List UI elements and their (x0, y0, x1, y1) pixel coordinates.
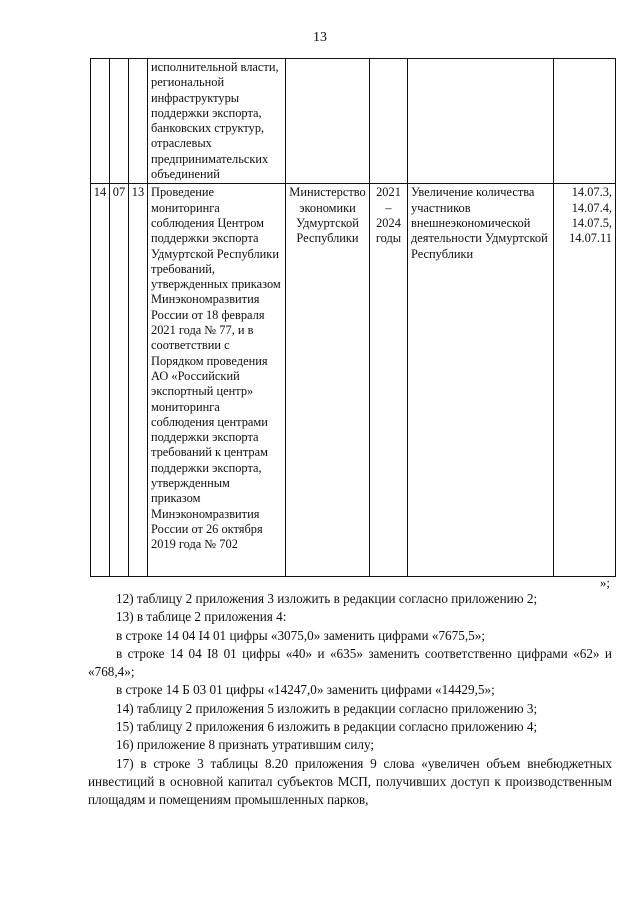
cell-gp-empty (91, 59, 110, 184)
cell-result: Увеличение количества участников внешнеэкономической деятельности Удмуртской Республики (408, 184, 554, 577)
code-item: 14.07.11 (569, 231, 612, 246)
paragraph: в строке 14 04 I8 01 цифры «40» и «635» заменить соответственно цифрами «62» и «768,4»; (88, 645, 612, 680)
cell-om-empty (129, 59, 148, 184)
paragraph: в строке 14 04 I4 01 цифры «3075,0» заменить цифрами «7675,5»; (116, 627, 485, 643)
page-number: 13 (313, 30, 327, 45)
code-item: 14.07.3, (571, 185, 612, 200)
paragraph: 12) таблицу 2 приложения 3 изложить в редакции согласно приложению 2; (116, 591, 538, 606)
code-item: 14.07.4, (571, 200, 612, 215)
period-end: 2024 годы (375, 215, 402, 246)
table-row-14-07-13 (91, 184, 616, 577)
cell-period (370, 184, 408, 577)
cell-executor-empty (286, 59, 370, 184)
cell-pp: 07 (110, 184, 129, 577)
program-activities-table (90, 58, 616, 577)
paragraph: 14) таблицу 2 приложения 5 изложить в редакции согласно приложению 3; (116, 700, 538, 716)
paragraph: 16) приложение 8 признать утратившим силу; (116, 737, 375, 753)
cell-om: 13 (129, 184, 148, 577)
paragraph: 15) таблицу 2 приложения 6 изложить в редакции согласно приложению 4; (116, 719, 538, 735)
cell-description: Проведение мониторинга соблюдения Центром поддержки экспорта Удмуртской Республики требований, утвержденных приказом Минэкономразвития России от 18 февраля 2021 года № 77, и в соответствии с Порядком проведения АО «Российский экспортный центр» мониторинга соблюдения центрами поддержки экспорта требований к центрам поддержки экспорта, утвержденным приказом Минэкономразвития России от 26 октября 2019 года № 702 (148, 184, 286, 577)
cell-period-empty (370, 59, 408, 184)
period-start: 2021 (376, 185, 401, 200)
closing-quote: »; (599, 575, 610, 590)
table-row-continuation (91, 59, 616, 184)
paragraph: 13) в таблице 2 приложения 4: (116, 609, 287, 625)
cell-pp-empty (110, 59, 129, 184)
code-item: 14.07.5, (571, 215, 612, 230)
cell-executor: Министерство экономики Удмуртской Республики (286, 184, 370, 577)
paragraph: 17) в строке 3 таблицы 8.20 приложения 9 слова «увеличен объем внебюджетных инвестиций в основной капитал субъектов МСП, получивших доступ к производственным площадям и помещениям промышленных парков, (88, 755, 612, 808)
period-dash: – (385, 200, 392, 215)
cell-codes-empty (554, 59, 616, 184)
cell-gp: 14 (91, 184, 110, 577)
cell-result-empty (408, 59, 554, 184)
cell-codes (554, 184, 616, 577)
cell-description-continuation: исполнительной власти, региональной инфраструктуры поддержки экспорта, банковских структур, отраслевых предпринимательских объединений (148, 59, 286, 184)
amendments-text (88, 590, 612, 810)
paragraph: в строке 14 Б 03 01 цифры «14247,0» заменить цифрами «14429,5»; (116, 682, 495, 698)
